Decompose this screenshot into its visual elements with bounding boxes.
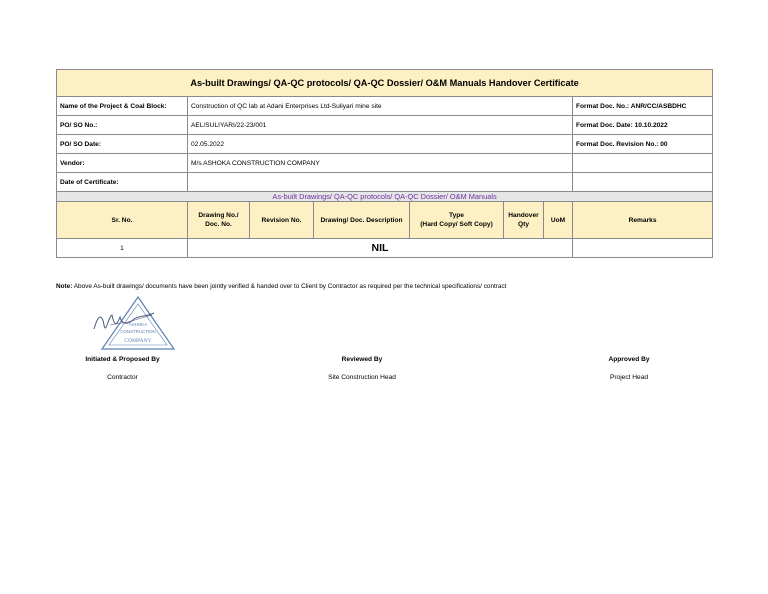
col-type-line2: (Hard Copy/ Soft Copy) xyxy=(420,221,493,228)
signatory-title: Project Head xyxy=(609,374,649,381)
field-label: Name of the Project & Coal Block: xyxy=(57,97,188,116)
signatory-role: Initiated & Proposed By xyxy=(85,356,160,363)
stamp-line-3: COMPANY xyxy=(124,338,152,344)
signatory-title: Site Construction Head xyxy=(328,374,396,381)
field-row-po-date xyxy=(57,135,713,154)
col-remarks: Remarks xyxy=(573,202,713,239)
signatory-role: Reviewed By xyxy=(341,356,383,363)
field-row-po-no xyxy=(57,116,713,135)
field-label: Vendor: xyxy=(57,154,188,173)
col-type-line1: Type xyxy=(449,212,464,219)
stamp-line-2: CONSTRUCTION xyxy=(120,329,156,334)
table-row xyxy=(57,239,713,258)
note xyxy=(56,283,716,290)
section-heading: As-built Drawings/ QA-QC protocols/ QA-QC Dossier/ O&M Manuals xyxy=(57,192,713,202)
row-entry: NIL xyxy=(188,239,573,258)
signatory-reviewed xyxy=(300,356,424,381)
field-right-empty xyxy=(573,154,713,173)
stamp-line-1: ASHOKA xyxy=(128,322,148,327)
certificate-title: As-built Drawings/ QA-QC protocols/ QA-QC Dossier/ O&M Manuals Handover Certificate xyxy=(57,70,713,97)
field-row-date-of-certificate xyxy=(57,173,713,192)
col-description: Drawing/ Doc. Description xyxy=(314,202,410,239)
signatory-role: Approved By xyxy=(608,356,650,363)
col-type xyxy=(410,202,504,239)
field-value: Construction of QC lab at Adani Enterprises Ltd-Suliyari mine site xyxy=(188,97,573,116)
field-value: 02.05.2022 xyxy=(188,135,573,154)
column-header-row xyxy=(57,202,713,239)
signatory-approved xyxy=(570,356,688,381)
title-row xyxy=(57,70,713,97)
field-value: M/s ASHOKA CONSTRUCTION COMPANY xyxy=(188,154,573,173)
field-label: PO/ SO No.: xyxy=(57,116,188,135)
field-value: AEL/SULIYARI/22-23/001 xyxy=(188,116,573,135)
format-doc-revision: Format Doc. Revision No.: 00 xyxy=(573,135,713,154)
field-value xyxy=(188,173,573,192)
field-label: PO/ SO Date: xyxy=(57,135,188,154)
field-row-project xyxy=(57,97,713,116)
col-drawing-no: Drawing No./ Doc. No. xyxy=(188,202,250,239)
handover-certificate xyxy=(56,69,712,258)
col-uom: UoM xyxy=(544,202,573,239)
field-label: Date of Certificate: xyxy=(57,173,188,192)
row-remarks xyxy=(573,239,713,258)
col-sr-no: Sr. No. xyxy=(57,202,188,239)
company-stamp xyxy=(88,295,178,353)
format-doc-no: Format Doc. No.: ANR/CC/ASBDHC xyxy=(573,97,713,116)
field-right-empty xyxy=(573,173,713,192)
col-handover-qty: Handover Qty xyxy=(504,202,544,239)
col-revision-no: Revision No. xyxy=(250,202,314,239)
section-heading-row xyxy=(57,192,713,202)
stamp-graphic xyxy=(88,295,178,353)
signatory-initiated xyxy=(60,356,185,381)
note-label: Note: xyxy=(56,283,73,290)
note-text: Above As-built drawings/ documents have been jointly verified & handed over to Client by Contractor as required per the technical specifications/ contract xyxy=(73,283,507,290)
row-sr-no: 1 xyxy=(57,239,188,258)
signatory-title: Contractor xyxy=(107,374,138,381)
field-row-vendor xyxy=(57,154,713,173)
format-doc-date: Format Doc. Date: 10.10.2022 xyxy=(573,116,713,135)
certificate-table xyxy=(56,69,713,258)
